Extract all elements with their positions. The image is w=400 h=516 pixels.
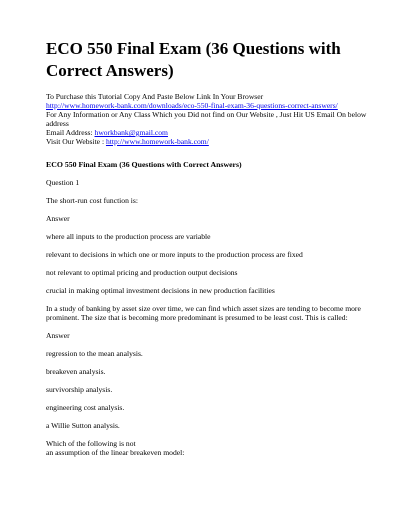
question-3-text <box>46 439 372 457</box>
intro-section <box>46 92 372 146</box>
question-2-option: survivorship analysis. <box>46 385 113 394</box>
question-2-option: engineering cost analysis. <box>46 403 125 412</box>
question-3-line: Which of the following is not <box>46 439 136 448</box>
question-1-answer-label: Answer <box>46 214 70 223</box>
question-2-text: In a study of banking by asset size over time, we can find which asset sizes are tending to become more prominent. The size that is becoming more predominant is presumed to be least cost. This is called: <box>46 304 361 322</box>
question-1-label: Question 1 <box>46 178 80 187</box>
question-1-option: not relevant to optimal pricing and production output decisions <box>46 268 238 277</box>
email-line <box>46 128 372 137</box>
info-text: For Any Information or Any Class Which you Did not find on Our Website , Just Hit US Email On below address <box>46 110 367 128</box>
website-line <box>46 137 372 146</box>
email-link[interactable]: hworkbank@gmail.com <box>94 128 168 137</box>
question-1-option: relevant to decisions in which one or more inputs to the production process are fixed <box>46 250 303 259</box>
website-link[interactable]: http://www.homework-bank.com/ <box>105 137 209 146</box>
section-heading: ECO 550 Final Exam (36 Questions with Correct Answers) <box>46 160 242 169</box>
question-1-text: The short-run cost function is: <box>46 196 138 205</box>
tutorial-link[interactable]: http://www.homework-bank.com/downloads/eco-550-final-exam-36-questions-correct-answers/ <box>46 101 338 110</box>
question-1-option: where all inputs to the production process are variable <box>46 232 211 241</box>
question-1-option: crucial in making optimal investment decisions in new production facilities <box>46 286 275 295</box>
question-2-option: regression to the mean analysis. <box>46 349 143 358</box>
document-title: ECO 550 Final Exam (36 Questions with Correct Answers) <box>46 39 341 80</box>
website-label: Visit Our Website : <box>46 137 106 146</box>
question-2-option: breakeven analysis. <box>46 367 106 376</box>
question-2-answer-label: Answer <box>46 331 70 340</box>
question-3-line: an assumption of the linear breakeven model: <box>46 448 185 457</box>
question-2-option: a Willie Sutton analysis. <box>46 421 120 430</box>
email-label: Email Address: <box>46 128 95 137</box>
purchase-instructions: To Purchase this Tutorial Copy And Paste Below Link In Your Browser <box>46 92 264 101</box>
